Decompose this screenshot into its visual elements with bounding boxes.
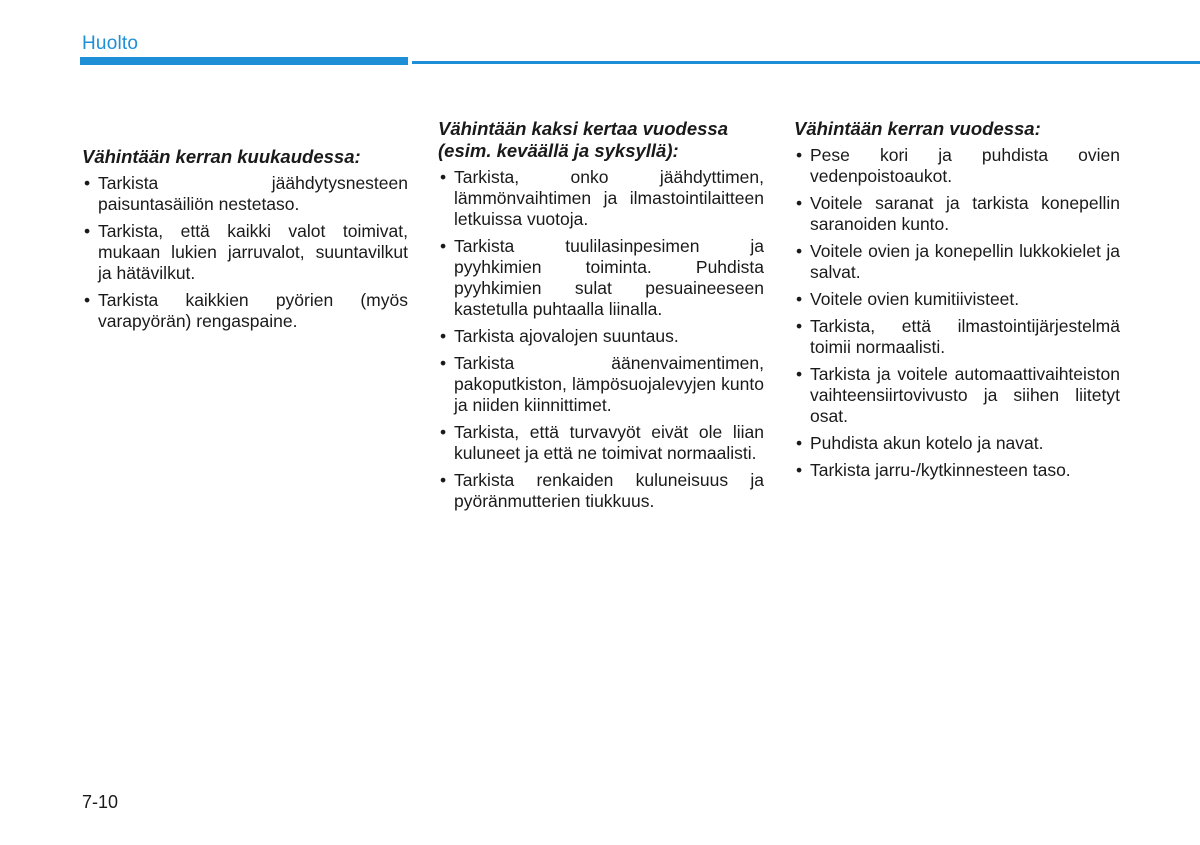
header-rule (412, 61, 1200, 64)
list-item: • Puhdista akun kotelo ja navat. (794, 433, 1120, 454)
column-yearly (794, 118, 1120, 487)
checklist (438, 167, 764, 512)
list-item: • Voitele ovien ja konepellin lukkokielet ja salvat. (794, 241, 1120, 283)
list-item: • Tarkista ajovalojen suuntaus. (438, 326, 764, 347)
column-heading: Vähintään kerran vuodessa: (794, 118, 1041, 139)
column-monthly (82, 146, 408, 338)
column-heading: Vähintään kerran kuukaudessa: (82, 146, 361, 167)
column-twice-yearly (438, 118, 764, 518)
list-item: • Tarkista ja voitele automaattivaihteiston vaihteensiirtovivusto ja siihen liitetyt osat. (794, 364, 1120, 427)
list-item: • Tarkista, onko jäähdyttimen, lämmönvaihtimen ja ilmastointilaitteen letkuissa vuotoja. (438, 167, 764, 230)
list-item: • Tarkista, että kaikki valot toimivat, mukaan lukien jarruvalot, suuntavilkut ja hätävilkut. (82, 221, 408, 284)
list-item: • Tarkista jäähdytysnesteen paisuntasäiliön nestetaso. (82, 173, 408, 215)
page-number: 7-10 (82, 792, 119, 812)
list-item: • Voitele ovien kumitiivisteet. (794, 289, 1120, 310)
list-item: • Tarkista, että turvavyöt eivät ole liian kuluneet ja että ne toimivat normaalisti. (438, 422, 764, 464)
list-item: • Tarkista jarru-/kytkinnesteen taso. (794, 460, 1120, 481)
checklist (82, 173, 408, 332)
list-item: • Tarkista äänenvaimentimen, pakoputkiston, lämpösuojalevyjen kunto ja niiden kiinnittimet. (438, 353, 764, 416)
checklist (794, 145, 1120, 481)
list-item: • Tarkista, että ilmastointijärjestelmä toimii normaalisti. (794, 316, 1120, 358)
list-item: • Tarkista kaikkien pyörien (myös varapyörän) rengaspaine. (82, 290, 408, 332)
list-item: • Pese kori ja puhdista ovien vedenpoistoaukot. (794, 145, 1120, 187)
header-bar-accent (80, 57, 408, 65)
section-title: Huolto (82, 33, 139, 54)
list-item: • Voitele saranat ja tarkista konepellin saranoiden kunto. (794, 193, 1120, 235)
column-heading: Vähintään kaksi kertaa vuodessa (esim. keväällä ja syksyllä): (438, 118, 728, 161)
list-item: • Tarkista renkaiden kuluneisuus ja pyöränmutterien tiukkuus. (438, 470, 764, 512)
list-item: • Tarkista tuulilasinpesimen ja pyyhkimien toiminta. Puhdista pyyhkimien sulat pesuaineeseen kastetulla puhtaalla liinalla. (438, 236, 764, 320)
